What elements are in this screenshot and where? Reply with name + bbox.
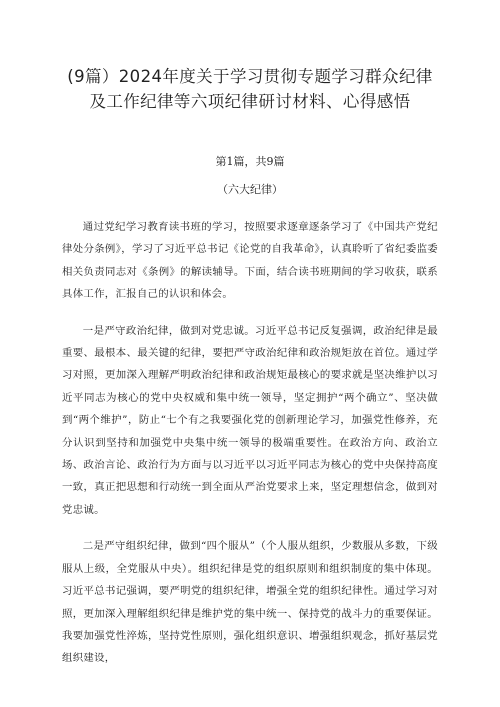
- document-title: [62, 64, 438, 114]
- document-body: [62, 216, 438, 670]
- paragraph-intro: 通过党纪学习教育读书班的学习，按照要求逐章逐条学习了《中国共产党纪律处分条例》，学习了习近平总书记《论党的自我革命》，认真聆听了省纪委监委相关负责同志对《条例》的解读辅导。下面，结合读书班期间的学习收获，联系具体工作，汇报自己的认识和体会。: [62, 221, 438, 301]
- section-number: 第1篇，共9篇: [215, 155, 285, 168]
- document-title-line-1: (9篇）2024年度关于学习贯彻专题学习群众纪律: [67, 67, 433, 86]
- document-title-line-2: 及工作纪律等六项纪律研讨材料、心得感悟: [89, 92, 411, 111]
- paragraph-organizational-discipline: 二是严守组织纪律，做到“四个服从”（个人服从组织，少数服从多数，下级服从上级，全党服从中央）。组织纪律是党的组织原则和组织制度的集中体现。习近平总书记强调，要严明党的组织纪律，增强全党的组织纪律性。通过学习对照，更加深入理解组织纪律是维护党的集中统一、保持党的战斗力的重要保证。我要加强党性淬炼，坚持党性原则，强化组织意识、增强组织观念，抓好基层党组织建设，: [62, 540, 438, 665]
- section-subtitle: （六大纪律）: [217, 183, 283, 196]
- paragraph-political-discipline: 一是严守政治纪律，做到对党忠诚。习近平总书记反复强调，政治纪律是最重要、最根本、最关键的纪律，要把严守政治纪律和政治规矩放在首位。通过学习对照，更加深入理解严明政治纪律和政治规矩最核心的要求就是坚决维护以习近平同志为核心的党中央权威和集中统一领导，坚定拥护“两个确立”、坚决做到“两个维护”，防止“七个有之我要强化党的创新理论学习，加强党性修养，充分认识到坚持和加强党中央集中统一领导的极端重要性。在政治方向、政治立场、政治言论、政治行为方面与以习近平以习近平同志为核心的党中央保持高度一致，真正把思想和行动统一到全面从严治党要求上来，坚定理想信念，做到对党忠诚。: [62, 324, 438, 516]
